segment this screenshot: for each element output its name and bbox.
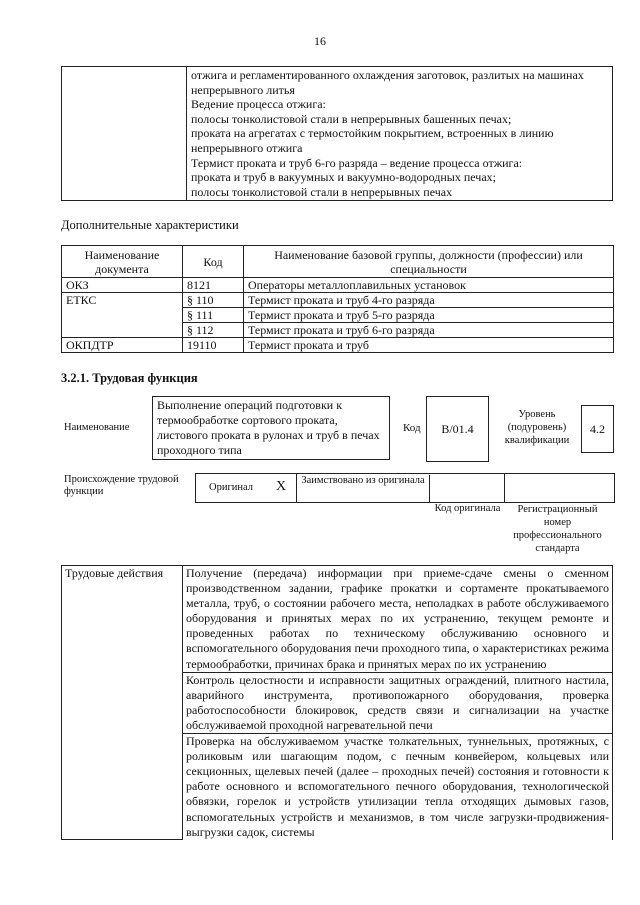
original-mark: X: [276, 479, 287, 494]
borrowed-label: Заимствовано из оригинала: [297, 475, 430, 502]
function-code-box: B/01.4: [426, 396, 489, 462]
continuation-line: проката на агрегатах с термостойким покрытием, встроенных в линию непрерывного отжига: [191, 126, 554, 155]
cell-code: § 111: [183, 308, 244, 323]
header-name: Наименование базовой группы, должности (профессии) или специальности: [244, 246, 614, 278]
continuation-line: отжига и регламентированного охлаждения заготовок, разлитых на машинах непрерывного литья: [191, 68, 584, 97]
level-box: 4.2: [581, 405, 614, 453]
code-original-cell: [430, 474, 505, 502]
code-original-label: Код оригинала: [434, 503, 501, 514]
reg-number-label: Регистрационный номер профессионального стандарта: [513, 504, 602, 554]
table-row: [62, 293, 614, 308]
cell-doc: ОКПДТР: [62, 338, 183, 353]
cell-code: 19110: [183, 338, 244, 353]
table-row: [62, 566, 613, 673]
code-label: Код: [403, 422, 421, 434]
continuation-line: Термист проката и труб 6-го разряда – ведение процесса отжига:: [191, 155, 523, 170]
continuation-line: полосы тонколистовой стали в непрерывных башенных печах;: [191, 111, 512, 126]
cell-code: § 112: [183, 323, 244, 338]
header-doc: Наименование документа: [62, 246, 183, 278]
continuation-content-cell: [187, 67, 613, 201]
table-row: [62, 278, 614, 293]
additional-table: [61, 245, 614, 353]
cell-name: Термист проката и труб 6-го разряда: [244, 323, 614, 338]
cell-code: § 110: [183, 293, 244, 308]
additional-heading: Дополнительные характеристики: [61, 218, 239, 232]
action-item: Контроль целостности и исправности защитных ограждений, плитного настила, аварийного инструмента, противопожарного оборудования, проверка работоспособности блокировок, средств связи и сигнализации на участке обслуживаемой проходной нагревательной печи: [183, 672, 613, 733]
actions-table: [61, 565, 613, 840]
cell-name: Термист проката и труб 4-го разряда: [244, 293, 614, 308]
function-name-box: Выполнение операций подготовки к термообработке сортового проката, листового проката в рулонах и труб в печах проходного типа: [152, 396, 390, 460]
cell-name: Термист проката и труб: [244, 338, 614, 353]
cell-name: Термист проката и труб 5-го разряда: [244, 308, 614, 323]
original-label: Оригинал: [209, 482, 253, 493]
continuation-line: полосы тонколистовой стали в непрерывных печах: [191, 184, 453, 199]
origin-label: Происхождение трудовой функции: [64, 474, 179, 497]
cell-doc: ЕТКС: [62, 293, 183, 338]
actions-label: Трудовые действия: [62, 566, 183, 840]
continuation-line: Ведение процесса отжига:: [191, 97, 326, 112]
action-item: Получение (передача) информации при приеме-сдаче смены о сменном производственном задании, графике прокатки и сортаменте прокатываемого металла, труб, о состоянии рабочего места, неполадках в работе обслуживаемого оборудования и принятых мерах по их устранению, текущем ремонте и проведенных работах по техническому обслуживанию основного и вспомогательного оборудования печи проходного типа, о характеристиках режима термообработки, причинах брака и принятых мерах по их устранению: [183, 566, 613, 673]
continuation-label-cell: [62, 67, 187, 201]
continuation-line: проката и труб в вакуумных и вакуумно-водородных печах;: [191, 170, 496, 185]
original-cell: [196, 474, 297, 502]
name-label: Наименование: [64, 422, 130, 433]
function-title: 3.2.1. Трудовая функция: [61, 371, 198, 385]
level-label: Уровень (подуровень) квалификации: [504, 409, 570, 446]
cell-code: 8121: [183, 278, 244, 293]
origin-row: [195, 473, 615, 503]
cell-doc: ОКЗ: [62, 278, 183, 293]
header-code: Код: [183, 246, 244, 278]
continuation-table: [61, 66, 613, 201]
page-number: 16: [314, 34, 326, 48]
cell-name: Операторы металлоплавильных установок: [244, 278, 614, 293]
action-item: Проверка на обслуживаемом участке толкательных, туннельных, протяжных, с роликовым или шагающим подом, с печным конвейером, кольцевых или секционных, щелевых печей (далее – проходных печей) состояния и готовности к работе основного и вспомогательного печного оборудования, технологической обвязки, горелок и устройств утилизации тепла отходящих дымовых газов, вспомогательных устройств и механизмов, в том числе загрузки-продвижения-выгрузки садок, системы: [183, 734, 613, 840]
table-row: [62, 338, 614, 353]
